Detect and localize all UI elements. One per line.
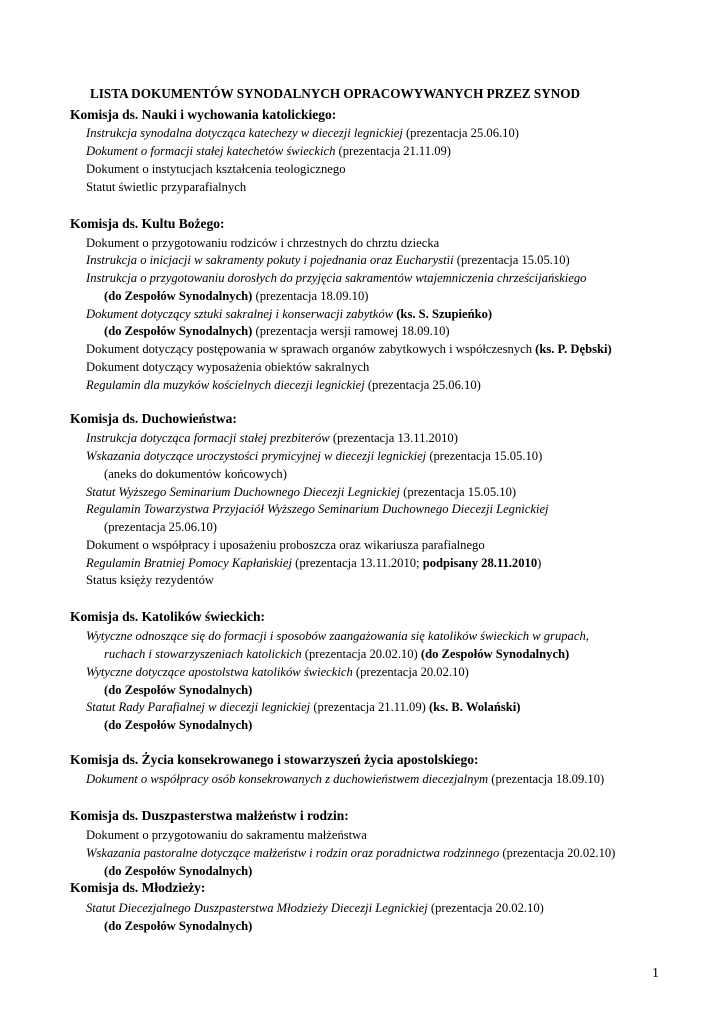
doc-item-continuation: (do Zespołów Synodalnych) (prezentacja 18.09.10) — [104, 289, 369, 303]
section-heading-malzenstw: Komisja ds. Duszpasterstwa małżeństw i rodzin: — [70, 808, 349, 823]
doc-item: Regulamin Towarzystwa Przyjaciół Wyższego Seminarium Duchownego Diecezji Legnickiej — [86, 502, 549, 516]
doc-item-continuation: (do Zespołów Synodalnych) — [104, 718, 253, 732]
page-number: 1 — [652, 966, 659, 981]
doc-item-continuation: (aneks do dokumentów końcowych) — [104, 467, 287, 481]
doc-item: Wytyczne dotyczące apostolstwa katolików świeckich (prezentacja 20.02.10) — [86, 665, 469, 679]
doc-item: Instrukcja o przygotowaniu dorosłych do przyjęcia sakramentów wtajemniczenia chrześcijańskiego — [86, 271, 587, 285]
doc-item: Wskazania pastoralne dotyczące małżeństw i rodzin oraz poradnictwa rodzinnego (prezentacja 20.02.10) — [86, 846, 616, 860]
doc-item: Dokument o przygotowaniu do sakramentu małżeństwa — [86, 828, 367, 842]
doc-item: Statut świetlic przyparafialnych — [86, 180, 247, 194]
doc-item-continuation: (do Zespołów Synodalnych) (prezentacja wersji ramowej 18.09.10) — [104, 324, 450, 338]
doc-item-continuation: (prezentacja 25.06.10) — [104, 520, 217, 534]
doc-item: Regulamin Bratniej Pomocy Kapłańskiej (prezentacja 13.11.2010; podpisany 28.11.2010) — [86, 556, 542, 570]
doc-item: Dokument dotyczący wyposażenia obiektów sakralnych — [86, 360, 370, 374]
doc-item: Wskazania dotyczące uroczystości prymicyjnej w diecezji legnickiej (prezentacja 15.05.10) — [86, 449, 543, 463]
section-heading-katolikow: Komisja ds. Katolików świeckich: — [70, 609, 266, 624]
section-heading-nauki: Komisja ds. Nauki i wychowania katolickiego: — [70, 107, 337, 122]
doc-item: Dokument dotyczący sztuki sakralnej i konserwacji zabytków (ks. S. Szupieńko) — [86, 307, 493, 321]
doc-item: Wytyczne odnoszące się do formacji i sposobów zaangażowania się katolików świeckich w grupach, — [86, 629, 589, 643]
doc-item: Dokument o współpracy osób konsekrowanych z duchowieństwem diecezjalnym (prezentacja 18.09.10) — [86, 772, 605, 786]
doc-item: Dokument o instytucjach kształcenia teologicznego — [86, 162, 346, 176]
section-heading-duchowienstwa: Komisja ds. Duchowieństwa: — [70, 411, 237, 426]
doc-item-continuation: ruchach i stowarzyszeniach katolickich (prezentacja 20.02.10) (do Zespołów Synodalnych) — [104, 647, 570, 661]
doc-item: Regulamin dla muzyków kościelnych diecezji legnickiej (prezentacja 25.06.10) — [86, 378, 481, 392]
doc-item: Statut Wyższego Seminarium Duchownego Diecezji Legnickiej (prezentacja 15.05.10) — [86, 485, 517, 499]
doc-item: Statut Diecezjalnego Duszpasterstwa Młodzieży Diecezji Legnickiej (prezentacja 20.02.10) — [86, 901, 544, 915]
section-heading-mlodziezy: Komisja ds. Młodzieży: — [70, 880, 206, 895]
doc-item: Dokument o przygotowaniu rodziców i chrzestnych do chrztu dziecka — [86, 236, 440, 250]
doc-item: Dokument o współpracy i uposażeniu proboszcza oraz wikariusza parafialnego — [86, 538, 485, 552]
doc-item: Instrukcja o inicjacji w sakramenty pokuty i pojednania oraz Eucharystii (prezentacja 15.05.10) — [86, 253, 570, 267]
doc-item: Dokument o formacji stałej katechetów świeckich (prezentacja 21.11.09) — [86, 144, 451, 158]
page-title: LISTA DOKUMENTÓW SYNODALNYCH OPRACOWYWANYCH PRZEZ SYNOD — [90, 86, 581, 101]
doc-item: Status księży rezydentów — [86, 573, 215, 587]
doc-item: Instrukcja synodalna dotycząca katechezy w diecezji legnickiej (prezentacja 25.06.10) — [86, 126, 519, 140]
doc-item: Dokument dotyczący postępowania w sprawach organów zabytkowych i współczesnych (ks. P. Dębski) — [86, 342, 612, 356]
doc-item-continuation: (do Zespołów Synodalnych) — [104, 864, 253, 878]
section-heading-zycia-konsekrowanego: Komisja ds. Życia konsekrowanego i stowarzyszeń życia apostolskiego: — [70, 752, 479, 767]
doc-item-continuation: (do Zespołów Synodalnych) — [104, 919, 253, 933]
doc-item: Instrukcja dotycząca formacji stałej prezbiterów (prezentacja 13.11.2010) — [86, 431, 458, 445]
doc-item: Statut Rady Parafialnej w diecezji legnickiej (prezentacja 21.11.09) (ks. B. Wolański) — [86, 700, 521, 714]
section-heading-kultu: Komisja ds. Kultu Bożego: — [70, 216, 225, 231]
doc-item-continuation: (do Zespołów Synodalnych) — [104, 683, 253, 697]
